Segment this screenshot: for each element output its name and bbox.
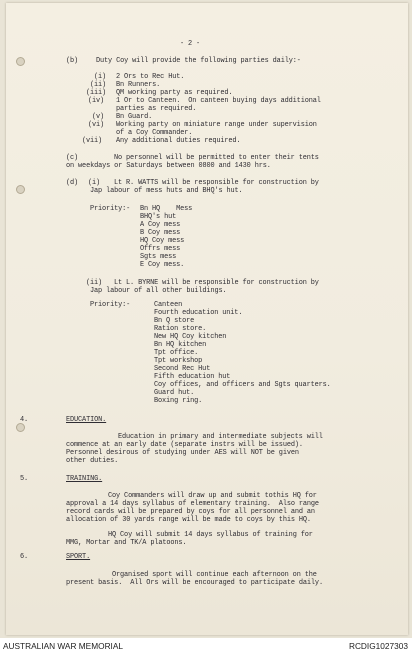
item-d-label: (d) <box>66 179 79 187</box>
priority-item: Ration store. <box>154 325 207 333</box>
item-d-part-ii-line: Jap labour of all other buildings. <box>90 287 227 295</box>
priority-item: Tpt office. <box>154 349 199 357</box>
item-b-label: (b) <box>66 57 79 65</box>
item-c-label: (c) <box>66 154 79 162</box>
list-item-number: (i) <box>94 73 107 81</box>
priority-item: Fourth education unit. <box>154 309 243 317</box>
section-5-heading: TRAINING. <box>66 475 103 483</box>
section-4-line: Personnel desirous of studying under AES will NOT be given <box>66 449 299 457</box>
section-6-number: 6. <box>20 553 29 561</box>
priority-label: Priority:- <box>90 301 131 309</box>
priority-item: New HQ Coy kitchen <box>154 333 227 341</box>
priority-item: HQ Coy mess <box>140 237 185 245</box>
item-c-line: No personnel will be permitted to enter their tents <box>114 154 319 162</box>
item-b-intro: Duty Coy will provide the following parties daily:- <box>96 57 301 65</box>
item-d-part-i-number: (i) <box>88 179 101 187</box>
priority-item: B Coy mess <box>140 229 181 237</box>
list-item-continuation: of a Coy Commander. <box>116 129 193 137</box>
list-item: Any additional duties required. <box>116 137 241 145</box>
item-c-line: on weekdays or Saturdays between 0800 and 1430 hrs. <box>66 162 271 170</box>
section-4-line: other duties. <box>66 457 119 465</box>
record-id: RCDIG1027303 <box>348 641 408 651</box>
list-item: Bn Runners. <box>116 81 161 89</box>
priority-item: Tpt workshop <box>154 357 203 365</box>
priority-item: Bn Q store <box>154 317 195 325</box>
section-5-para1-line: Coy Commanders will draw up and submit tothis HQ for <box>108 492 317 500</box>
page-number: - 2 - <box>180 40 201 48</box>
item-d-part-i-line: Jap labour of mess huts and BHQ's hut. <box>90 187 243 195</box>
list-item-number: (iv) <box>88 97 105 105</box>
priority-item: Bn HQ Mess <box>140 205 193 213</box>
priority-label: Priority:- <box>90 205 131 213</box>
priority-item: Coy offices, and officers and Sgts quarters. <box>154 381 331 389</box>
list-item: Working party on miniature range under supervision <box>116 121 317 129</box>
list-item-number: (ii) <box>90 81 107 89</box>
list-item: Bn Guard. <box>116 113 153 121</box>
priority-item: Sgts mess <box>140 253 177 261</box>
section-5-para1-line: record cards will be prepared by coys for all personnel and an <box>66 508 315 516</box>
section-5-para2-line: MMG, Mortar and TK/A platoons. <box>66 539 187 547</box>
list-item: QM working party as required. <box>116 89 233 97</box>
item-d-part-ii-line: Lt L. BYRNE will be responsible for construction by <box>114 279 319 287</box>
section-6-line: Organised sport will continue each afternoon on the <box>112 571 317 579</box>
priority-item: Second Rec Hut <box>154 365 211 373</box>
section-5-para1-line: approval a 14 days syllabus of elementary training. Also range <box>66 500 319 508</box>
section-4-heading: EDUCATION. <box>66 416 107 424</box>
list-item: 2 Ors to Rec Hut. <box>116 73 185 81</box>
list-item: 1 Or to Canteen. On canteen buying days additional <box>116 97 321 105</box>
priority-item: Fifth education hut <box>154 373 231 381</box>
list-item-number: (iii) <box>86 89 107 97</box>
priority-item: Bn HQ kitchen <box>154 341 207 349</box>
list-item-continuation: parties as required. <box>116 105 197 113</box>
list-item-number: (vii) <box>82 137 103 145</box>
section-4-line: Education in primary and intermediate subjects will <box>118 433 323 441</box>
section-6-line: present basis. All Ors will be encouraged to participate daily. <box>66 579 323 587</box>
section-4-number: 4. <box>20 416 29 424</box>
section-4-line: commence at an early date (separate instrs will be issued). <box>66 441 303 449</box>
item-d-part-i-line: Lt R. WATTS will be responsible for construction by <box>114 179 319 187</box>
priority-item: Boxing ring. <box>154 397 203 405</box>
section-5-para1-line: allocation of 30 yards range will be made to coys by this HQ. <box>66 516 311 524</box>
archive-footer <box>0 638 412 654</box>
priority-item: BHQ's hut <box>140 213 177 221</box>
list-item-number: (vi) <box>88 121 105 129</box>
binder-hole-middle <box>16 185 25 194</box>
section-5-para2-line: HQ Coy will submit 14 days syllabus of training for <box>108 531 313 539</box>
priority-item: E Coy mess. <box>140 261 185 269</box>
section-6-heading: SPORT. <box>66 553 91 561</box>
priority-item: Canteen <box>154 301 183 309</box>
section-5-number: 5. <box>20 475 29 483</box>
binder-hole-lower <box>16 423 25 432</box>
priority-item: Offrs mess <box>140 245 181 253</box>
list-item-number: (v) <box>92 113 105 121</box>
binder-hole-top <box>16 57 25 66</box>
archive-name: AUSTRALIAN WAR MEMORIAL <box>3 641 124 651</box>
item-d-part-ii-number: (ii) <box>86 279 103 287</box>
priority-item: A Coy mess <box>140 221 181 229</box>
priority-item: Guard hut. <box>154 389 195 397</box>
